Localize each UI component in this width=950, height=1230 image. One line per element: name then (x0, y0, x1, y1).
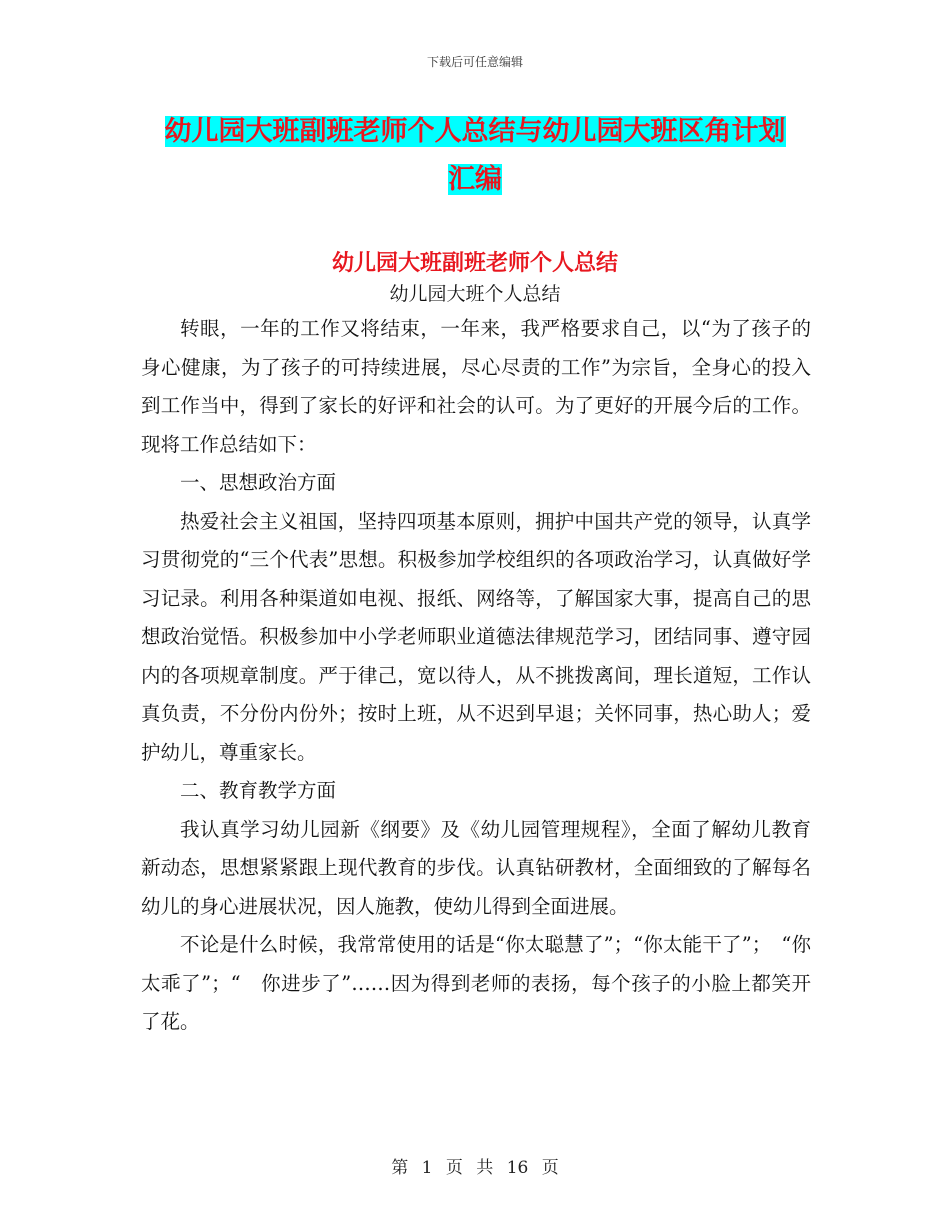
footer-total-pages: 16 (506, 1158, 529, 1178)
footer-page-number: 1 (421, 1158, 433, 1178)
document-title-line-1: 幼儿园大班副班老师个人总结与幼儿园大班区角计划 (164, 116, 786, 147)
footer-page-word: 页 (445, 1158, 463, 1178)
header-note: 下载后可任意编辑 (426, 55, 523, 69)
footer-total-word: 共 (476, 1158, 494, 1178)
document-title (140, 108, 810, 204)
paragraph-intro: 转眼，一年的工作又将结束，一年来，我严格要求自己，以“为了孩子的身心健康，为了孩子的可持续进展，尽心尽责的工作”为宗旨，全身心的投入到工作当中，得到了家长的好评和社会的认可。为了更好的开展今后的工作。现将工作总结如下： (141, 317, 811, 456)
section-subtitle: 幼儿园大班个人总结 (389, 283, 561, 305)
section-title: 幼儿园大班副班老师个人总结 (331, 250, 618, 276)
footer-prefix: 第 (391, 1158, 409, 1178)
page-footer (0, 1153, 950, 1178)
paragraph-ideology-politics: 热爱社会主义祖国，坚持四项基本原则，拥护中国共产党的领导，认真学习贯彻党的“三个代表”思想。积极参加学校组织的各项政治学习，认真做好学习记录。利用各种渠道如电视、报纸、网络等，了解国家大事，提高自己的思想政治觉悟。积极参加中小学老师职业道德法律规范学习，团结同事、遵守园内的各项规章制度。严于律己，宽以待人，从不挑拨离间，理长道短，工作认真负责，不分份内份外；按时上班，从不迟到早退；关怀同事，热心助人；爱护幼儿，尊重家长。 (141, 509, 811, 764)
document-title-line-2: 汇编 (448, 164, 502, 195)
paragraph-praise: 不论是什么时候，我常常使用的话是“你太聪慧了”；“你太能干了”； “你太乖了”；“ 你进步了”……因为得到老师的表扬，每个孩子的小脸上都笑开了花。 (141, 933, 811, 1033)
paragraph-education-teaching: 我认真学习幼儿园新《纲要》及《幼儿园管理规程》，全面了解幼儿教育新动态，思想紧紧跟上现代教育的步伐。认真钻研教材，全面细致的了解每名幼儿的身心进展状况，因人施教，使幼儿得到全面进展。 (141, 817, 811, 918)
document-body (141, 310, 811, 1042)
heading-ideology-politics: 一、思想政治方面 (180, 471, 337, 494)
heading-education-teaching: 二、教育教学方面 (180, 779, 337, 802)
footer-suffix: 页 (541, 1158, 559, 1178)
